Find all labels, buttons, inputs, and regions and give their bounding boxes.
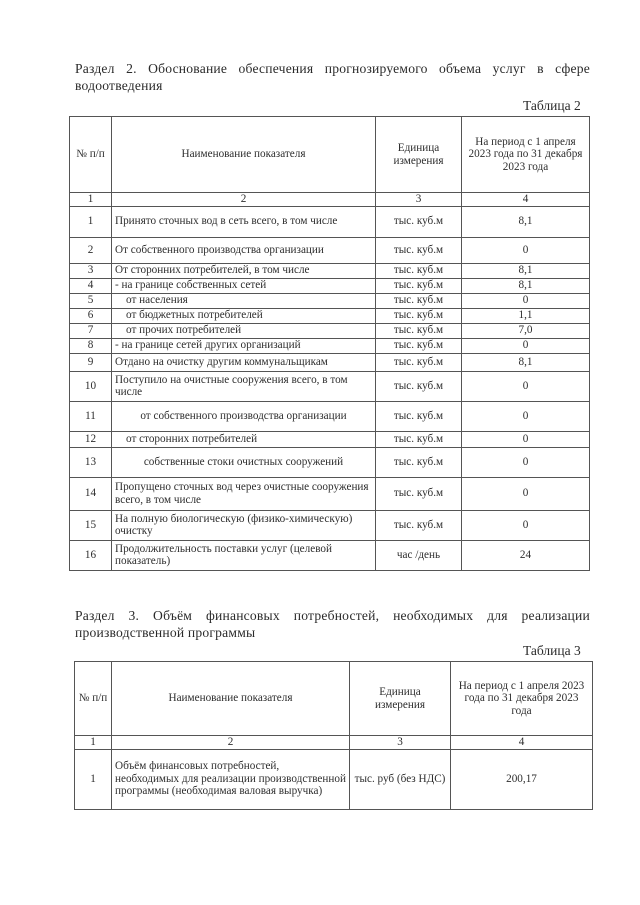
row-value: 8,1 — [462, 278, 590, 293]
row-name: от сторонних потребителей — [112, 431, 376, 447]
row-name: от прочих потребителей — [112, 323, 376, 338]
row-num: 1 — [70, 206, 112, 237]
row-num: 11 — [70, 401, 112, 431]
col-number: 1 — [75, 736, 112, 750]
row-unit: тыс. куб.м — [376, 278, 462, 293]
row-unit: тыс. куб.м — [376, 206, 462, 237]
header-unit: Единица измерения — [376, 117, 462, 193]
row-value: 7,0 — [462, 323, 590, 338]
row-num: 6 — [70, 308, 112, 323]
row-name: - на границе сетей других организаций — [112, 338, 376, 353]
section-2-title: Раздел 2. Обоснование обеспечения прогнозируемого объема услуг в сфере водоотведения — [75, 61, 590, 93]
table-row — [70, 308, 590, 323]
row-value: 0 — [462, 447, 590, 477]
row-num: 16 — [70, 540, 112, 570]
row-num: 7 — [70, 323, 112, 338]
col-number: 2 — [112, 193, 376, 207]
row-name: от населения — [112, 293, 376, 308]
row-num: 3 — [70, 263, 112, 278]
row-num: 10 — [70, 371, 112, 401]
row-unit: тыс. куб.м — [376, 237, 462, 263]
row-unit: тыс. куб.м — [376, 401, 462, 431]
row-value: 0 — [462, 237, 590, 263]
col-number: 2 — [112, 736, 350, 750]
row-unit: тыс. руб (без НДС) — [350, 749, 451, 809]
table-row — [70, 338, 590, 353]
row-num: 13 — [70, 447, 112, 477]
table-2-header-row — [70, 117, 590, 193]
table-row — [70, 510, 590, 540]
row-value: 24 — [462, 540, 590, 570]
row-value: 0 — [462, 510, 590, 540]
table-row — [70, 293, 590, 308]
row-num: 2 — [70, 237, 112, 263]
row-name: собственные стоки очистных сооружений — [112, 447, 376, 477]
header-period: На период с 1 апреля 2023 года по 31 декабря 2023 года — [451, 662, 593, 736]
row-unit: тыс. куб.м — [376, 510, 462, 540]
row-name: от бюджетных потребителей — [112, 308, 376, 323]
row-value: 8,1 — [462, 353, 590, 371]
table-3 — [74, 661, 593, 810]
table-row — [70, 237, 590, 263]
table-row — [75, 749, 593, 809]
row-unit: тыс. куб.м — [376, 323, 462, 338]
row-unit: тыс. куб.м — [376, 431, 462, 447]
row-num: 14 — [70, 477, 112, 510]
row-name: Объём финансовых потребностей, необходимых для реализации производственной программы (необходимая валовая выручка) — [112, 749, 350, 809]
row-name: Поступило на очистные сооружения всего, в том числе — [112, 371, 376, 401]
row-num: 4 — [70, 278, 112, 293]
row-unit: тыс. куб.м — [376, 447, 462, 477]
table-row — [70, 323, 590, 338]
row-unit: тыс. куб.м — [376, 263, 462, 278]
table-row — [70, 353, 590, 371]
row-value: 0 — [462, 477, 590, 510]
row-unit: тыс. куб.м — [376, 477, 462, 510]
col-number: 4 — [451, 736, 593, 750]
row-name: От сторонних потребителей, в том числе — [112, 263, 376, 278]
row-unit: тыс. куб.м — [376, 338, 462, 353]
table-row — [70, 477, 590, 510]
col-number: 4 — [462, 193, 590, 207]
header-name: Наименование показателя — [112, 117, 376, 193]
row-value: 0 — [462, 293, 590, 308]
row-unit: тыс. куб.м — [376, 371, 462, 401]
table-row — [70, 431, 590, 447]
row-num: 8 — [70, 338, 112, 353]
row-unit: час /день — [376, 540, 462, 570]
row-value: 8,1 — [462, 206, 590, 237]
row-name: Отдано на очистку другим коммунальщикам — [112, 353, 376, 371]
row-num: 5 — [70, 293, 112, 308]
row-value: 8,1 — [462, 263, 590, 278]
col-number: 3 — [376, 193, 462, 207]
row-unit: тыс. куб.м — [376, 308, 462, 323]
row-name: На полную биологическую (физико-химическую) очистку — [112, 510, 376, 540]
row-value: 0 — [462, 338, 590, 353]
row-num: 15 — [70, 510, 112, 540]
row-value: 0 — [462, 371, 590, 401]
table-3-col-numbers — [75, 736, 593, 750]
table-row — [70, 540, 590, 570]
row-name: Пропущено сточных вод через очистные сооружения всего, в том числе — [112, 477, 376, 510]
row-name: - на границе собственных сетей — [112, 278, 376, 293]
row-value: 0 — [462, 401, 590, 431]
row-name: Продолжительность поставки услуг (целевой показатель) — [112, 540, 376, 570]
col-number: 3 — [350, 736, 451, 750]
row-num: 9 — [70, 353, 112, 371]
header-period: На период с 1 апреля 2023 года по 31 декабря 2023 года — [462, 117, 590, 193]
row-value: 0 — [462, 431, 590, 447]
row-name: Принято сточных вод в сеть всего, в том числе — [112, 206, 376, 237]
header-unit: Единица измерения — [350, 662, 451, 736]
table-row — [70, 278, 590, 293]
row-value: 200,17 — [451, 749, 593, 809]
col-number: 1 — [70, 193, 112, 207]
table-3-header-row — [75, 662, 593, 736]
table-row — [70, 401, 590, 431]
row-name: От собственного производства организации — [112, 237, 376, 263]
row-name: от собственного производства организации — [112, 401, 376, 431]
table-row — [70, 263, 590, 278]
table-row — [70, 447, 590, 477]
row-num: 1 — [75, 749, 112, 809]
row-unit: тыс. куб.м — [376, 353, 462, 371]
row-value: 1,1 — [462, 308, 590, 323]
header-num: № п/п — [75, 662, 112, 736]
header-name: Наименование показателя — [112, 662, 350, 736]
table-row — [70, 371, 590, 401]
row-num: 12 — [70, 431, 112, 447]
header-num: № п/п — [70, 117, 112, 193]
table-2 — [69, 116, 590, 571]
table-2-label: Таблица 2 — [523, 98, 581, 113]
row-unit: тыс. куб.м — [376, 293, 462, 308]
section-3-title: Раздел 3. Объём финансовых потребностей, необходимых для реализации производственной программы — [75, 608, 590, 640]
table-2-col-numbers — [70, 193, 590, 207]
table-3-label: Таблица 3 — [523, 643, 581, 658]
table-row — [70, 206, 590, 237]
